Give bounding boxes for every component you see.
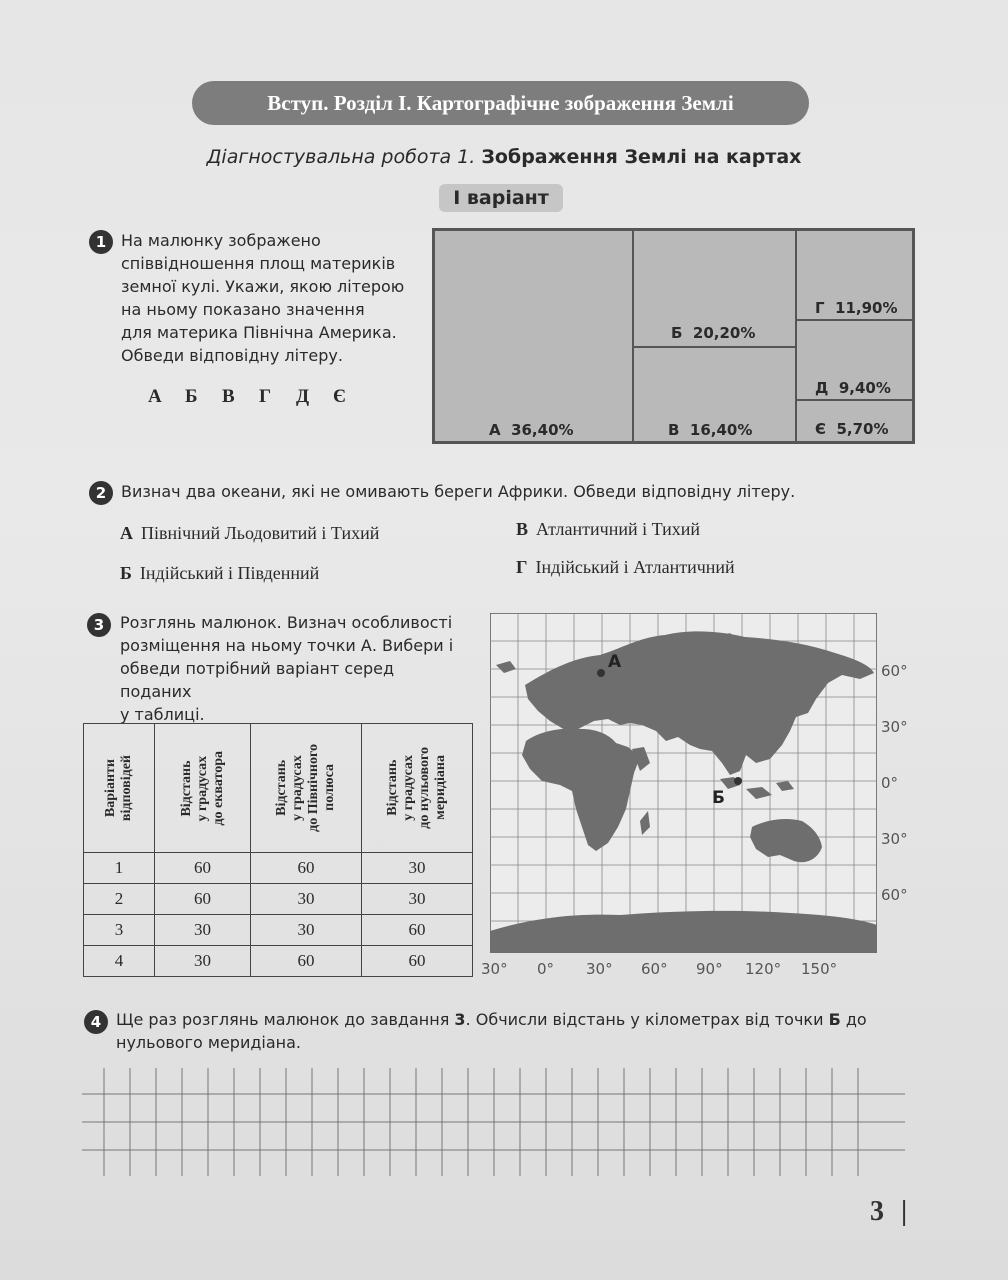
treemap-value: 36,40% xyxy=(511,421,574,439)
work-prefix: Діагностувальна робота 1. xyxy=(206,146,476,168)
question-1-line: На малюнку зображено xyxy=(121,231,321,250)
treemap-cell-v xyxy=(633,347,796,442)
option-text: Північний Льодовитий і Тихий xyxy=(141,523,380,543)
answer-letter[interactable]: В xyxy=(222,386,235,407)
lat-label: 0° xyxy=(881,774,899,792)
treemap-letter: Г xyxy=(815,299,825,317)
question-1-line: для материка Північна Америка. xyxy=(121,323,397,342)
treemap-letter: Д xyxy=(815,379,829,397)
table-cell: 1 xyxy=(84,853,155,884)
question-3-line: Розглянь малюнок. Визнач особливості xyxy=(120,613,453,632)
point-b-label: Б xyxy=(712,788,725,808)
table-cell: 2 xyxy=(84,884,155,915)
answer-letters xyxy=(148,386,370,408)
answer-letter[interactable]: Д xyxy=(296,386,310,407)
option-g[interactable] xyxy=(516,557,735,578)
table-cell: 60 xyxy=(155,853,251,884)
table-header-row xyxy=(84,724,473,853)
table-cell: 30 xyxy=(251,915,362,946)
treemap-letter: Є xyxy=(815,420,827,438)
q4-part: до xyxy=(840,1010,867,1029)
question-number-3: 3 xyxy=(87,613,111,637)
table-cell: 30 xyxy=(251,884,362,915)
point-a-label: А xyxy=(608,652,622,672)
table-cell: 60 xyxy=(362,946,473,977)
lon-label: 150° xyxy=(801,960,838,978)
lon-label: 90° xyxy=(696,960,723,978)
treemap-label-b xyxy=(671,324,755,342)
option-v[interactable] xyxy=(516,519,700,540)
continent-area-treemap xyxy=(432,228,915,444)
lon-label: 30° xyxy=(481,960,508,978)
option-letter: В xyxy=(516,519,529,539)
option-text: Індійський і Атлантичний xyxy=(535,557,735,577)
table-header xyxy=(84,724,155,853)
answer-letter[interactable]: Г xyxy=(259,386,272,407)
option-a[interactable] xyxy=(120,523,379,544)
table-cell: 60 xyxy=(251,853,362,884)
answer-variants-table xyxy=(83,723,473,977)
table-cell: 60 xyxy=(155,884,251,915)
variant-badge xyxy=(439,184,563,212)
variant-label: І варіант xyxy=(453,187,549,209)
lon-label: 60° xyxy=(641,960,668,978)
table-row[interactable] xyxy=(84,853,473,884)
option-letter: Г xyxy=(516,557,528,577)
treemap-value: 9,40% xyxy=(838,379,891,397)
q4-part: Ще раз розглянь малюнок до завдання xyxy=(116,1010,455,1029)
treemap-letter: А xyxy=(489,421,501,439)
point-a-marker xyxy=(597,669,605,677)
option-letter: А xyxy=(120,523,133,543)
treemap-label-g xyxy=(815,299,898,317)
question-1-line: Обведи відповідну літеру. xyxy=(121,346,343,365)
lon-label: 30° xyxy=(586,960,613,978)
point-b-marker xyxy=(734,777,742,785)
answer-letter[interactable]: Б xyxy=(185,386,198,407)
lat-label: 30° xyxy=(881,830,908,848)
table-cell: 30 xyxy=(362,884,473,915)
treemap-label-a xyxy=(489,421,574,439)
table-cell: 3 xyxy=(84,915,155,946)
question-1-line: співвідношення площ материків xyxy=(121,254,396,273)
treemap-value: 20,20% xyxy=(692,324,756,342)
lon-label: 0° xyxy=(537,960,555,978)
lat-label: 30° xyxy=(881,718,908,736)
table-header xyxy=(251,724,362,853)
table-cell: 30 xyxy=(155,946,251,977)
work-topic: Зображення Землі на картах xyxy=(481,146,802,168)
section-title: Вступ. Розділ І. Картографічне зображення Землі xyxy=(267,90,734,115)
question-3-line: обведи потрібний варіант серед поданих xyxy=(120,659,395,701)
question-1-line: земної кулі. Укажи, якою літерою xyxy=(121,277,405,296)
option-b[interactable] xyxy=(120,563,319,584)
question-4-line: нульового меридіана. xyxy=(116,1033,302,1052)
page-number-value: 3 xyxy=(870,1196,884,1227)
table-row[interactable] xyxy=(84,884,473,915)
question-3-line: розміщення на ньому точки А. Вибери і xyxy=(120,636,454,655)
question-2-text: Визнач два океани, які не омивають береги Африки. Обведи відповідну літеру. xyxy=(121,482,796,501)
answer-grid[interactable] xyxy=(82,1068,905,1176)
question-number-4: 4 xyxy=(84,1010,108,1034)
table-header xyxy=(362,724,473,853)
option-letter: Б xyxy=(120,563,132,583)
table-cell: 4 xyxy=(84,946,155,977)
lat-label: 60° xyxy=(881,886,908,904)
question-3-line: у таблиці. xyxy=(120,705,205,724)
page-number xyxy=(870,1196,907,1228)
option-text: Індійський і Південний xyxy=(139,563,320,583)
question-1-text xyxy=(121,229,404,367)
treemap-label-ye xyxy=(815,420,889,438)
treemap-letter: Б xyxy=(671,324,683,342)
question-4-text xyxy=(116,1008,916,1054)
question-1-line: на ньому показано значення xyxy=(121,300,365,319)
table-row[interactable] xyxy=(84,915,473,946)
header-text: Відстань у градусах до екватора xyxy=(178,750,226,826)
treemap-label-v xyxy=(668,421,752,439)
question-number-2: 2 xyxy=(89,481,113,505)
header-text: Відстань у градусах до нульового меридіана xyxy=(385,747,448,829)
section-header xyxy=(192,81,809,125)
header-text: Відстань у градусах до Північного полюса xyxy=(274,744,337,832)
treemap-letter: В xyxy=(668,421,680,439)
question-4-line xyxy=(116,1008,916,1031)
world-map xyxy=(490,613,877,953)
treemap-label-d xyxy=(815,379,891,397)
lon-label: 120° xyxy=(745,960,782,978)
option-text: Атлантичний і Тихий xyxy=(536,519,701,539)
treemap-cell-g xyxy=(796,230,913,320)
treemap-cell-d xyxy=(796,320,913,400)
question-number-1: 1 xyxy=(89,230,113,254)
answer-letter[interactable]: А xyxy=(148,386,162,407)
work-title xyxy=(0,146,1008,168)
header-text: Варіанти відповідей xyxy=(103,754,134,822)
q4-part: . Обчисли відстань у кілометрах від точки xyxy=(465,1010,829,1029)
table-cell: 60 xyxy=(362,915,473,946)
table-cell: 60 xyxy=(251,946,362,977)
treemap-cell-b xyxy=(633,230,796,347)
q4-ref: 3 xyxy=(454,1010,466,1029)
treemap-value: 11,90% xyxy=(835,299,898,317)
q4-point: Б xyxy=(828,1010,841,1029)
answer-letter[interactable]: Є xyxy=(333,386,346,407)
table-header xyxy=(155,724,251,853)
table-row[interactable] xyxy=(84,946,473,977)
table-cell: 30 xyxy=(155,915,251,946)
question-3-text xyxy=(120,611,470,726)
table-cell: 30 xyxy=(362,853,473,884)
treemap-value: 16,40% xyxy=(689,421,753,439)
treemap-cell-a xyxy=(434,230,633,442)
lat-label: 60° xyxy=(881,662,908,680)
treemap-cell-ye xyxy=(796,400,913,442)
page-marker: | xyxy=(901,1196,908,1227)
treemap-value: 5,70% xyxy=(836,420,889,438)
